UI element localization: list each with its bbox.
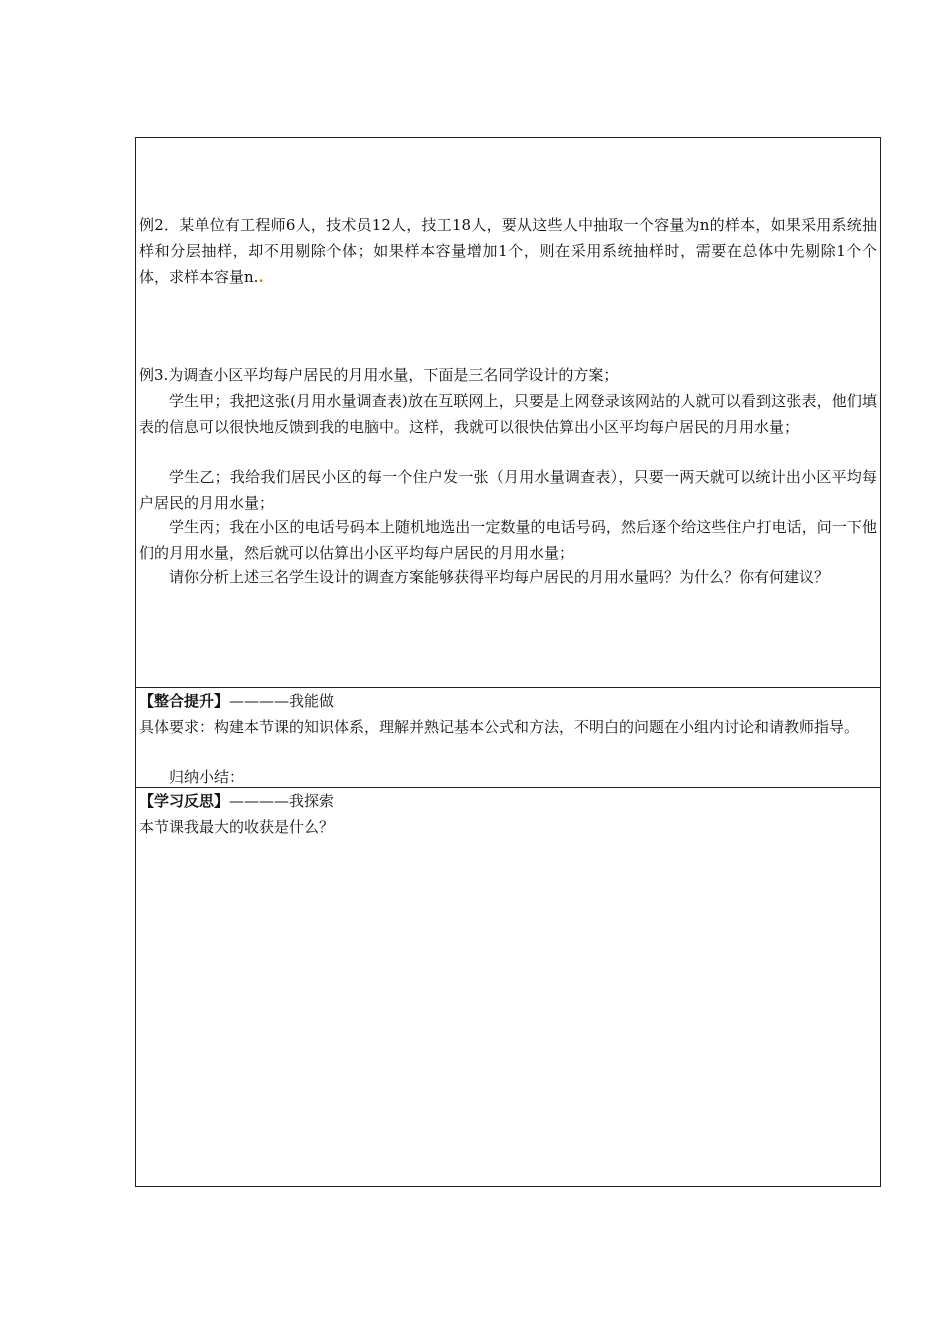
example-3-intro: 例3.为调查小区平均每户居民的月用水量，下面是三名同学设计的方案； xyxy=(139,366,619,384)
reflection-question: 本节课我最大的收获是什么？ xyxy=(139,818,335,836)
reflection-suffix: ————我探索 xyxy=(229,792,335,810)
integration-summary-label: 归纳小结： xyxy=(169,768,245,786)
integration-cell xyxy=(136,688,880,787)
integration-suffix: ————我能做 xyxy=(229,692,335,710)
integration-requirement: 具体要求：构建本节课的知识体系，理解并熟记基本公式和方法，不明白的问题在小组内讨论和请教师指导。 xyxy=(139,718,860,736)
example-2-text xyxy=(139,212,877,290)
reflection-cell xyxy=(136,788,880,1186)
reflection-title: 【学习反思】 xyxy=(139,792,230,810)
reflection-heading xyxy=(139,788,877,814)
example-3-student-a: 学生甲；我把这张(月用水量调查表)放在互联网上，只要是上网登录该网站的人就可以看到这张表，他们填表的信息可以很快地反馈到我的电脑中。这样，我就可以很快估算出小区平均每户居民的月用水量； xyxy=(139,392,877,436)
example-2-body: 例2．某单位有工程师6人，技术员12人，技工18人，要从这些人中抽取一个容量为n的样本，如果采用系统抽样和分层抽样，却不用剔除个体；如果样本容量增加1个，则在采用系统抽样时，需要在总体中先剔除1个个体，求样本容量n. xyxy=(139,216,877,286)
examples-cell xyxy=(136,138,880,687)
orange-dot-mark: . xyxy=(258,268,264,286)
worksheet-table xyxy=(135,137,881,1187)
example-3-student-b: 学生乙；我给我们居民小区的每一个住户发一张（月用水量调查表），只要一两天就可以统计出小区平均每户居民的月用水量； xyxy=(139,468,877,512)
integration-heading xyxy=(139,688,877,714)
example-3-question: 请你分析上述三名学生设计的调查方案能够获得平均每户居民的月用水量吗？为什么？你有何建议？ xyxy=(169,568,830,586)
integration-title: 【整合提升】 xyxy=(139,692,230,710)
example-3-student-c: 学生丙；我在小区的电话号码本上随机地选出一定数量的电话号码，然后逐个给这些住户打电话，问一下他们的月用水量，然后就可以估算出小区平均每户居民的月用水量； xyxy=(139,518,877,562)
